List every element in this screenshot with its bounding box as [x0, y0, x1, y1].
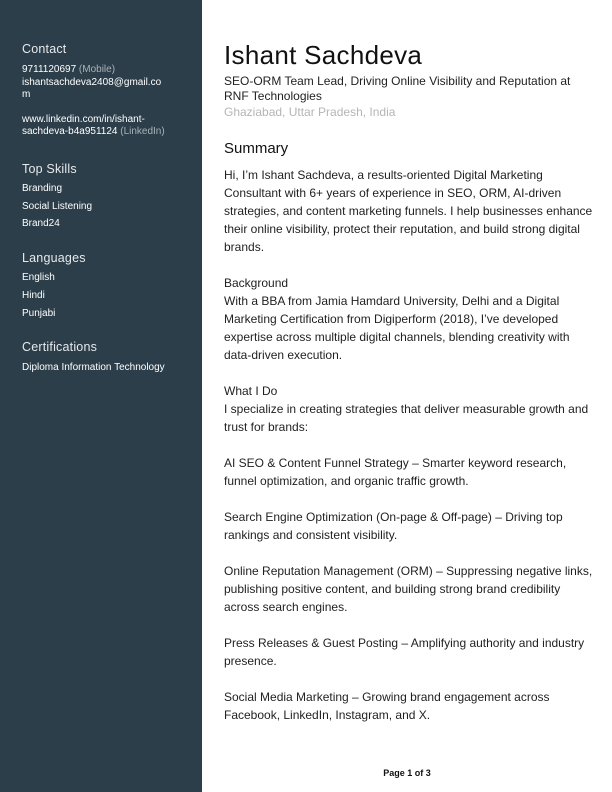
top-skills-heading: Top Skills: [22, 162, 77, 176]
languages-heading: Languages: [22, 251, 86, 265]
profile-headline: SEO-ORM Team Lead, Driving Online Visibility and Reputation at RNF Technologies: [224, 74, 571, 103]
summary-body: [224, 166, 594, 742]
summary-paragraph: Social Media Marketing – Growing brand engagement across Facebook, LinkedIn, Instagram, and X.: [224, 690, 550, 722]
summary-paragraph: Hi, I’m Ishant Sachdeva, a results-oriented Digital Marketing Consultant with 6+ years of experience in SEO, ORM, AI-driven strategies, and content marketing funnels. I help businesses enhance their online visibility, protect their reputation, and build strong digital brands.: [224, 168, 593, 254]
language-item: Hindi: [22, 290, 45, 301]
linkedin-line-1[interactable]: www.linkedin.com/in/ishant-: [22, 114, 145, 125]
certification-item: Diploma Information Technology: [22, 362, 165, 373]
phone-number[interactable]: 9711120697: [22, 64, 77, 75]
skill-item: Branding: [22, 183, 63, 194]
linkedin-line-2[interactable]: [22, 126, 165, 138]
skill-item: Brand24: [22, 218, 60, 229]
profile-name: Ishant Sachdeva: [224, 40, 423, 70]
phone-label: (Mobile): [78, 64, 116, 75]
linkedin-handle[interactable]: sachdeva-b4a951124: [22, 126, 118, 137]
summary-paragraph: AI SEO & Content Funnel Strategy – Smarter keyword research, funnel optimization, and organic traffic growth.: [224, 456, 567, 488]
profile-location: Ghaziabad, Uttar Pradesh, India: [224, 105, 396, 119]
page-number: Page 1 of 3: [383, 768, 431, 778]
contact-heading: Contact: [22, 42, 67, 56]
skill-item: Social Listening: [22, 201, 93, 212]
summary-paragraph: Background With a BBA from Jamia Hamdard University, Delhi and a Digital Marketing Certification from Digiperform (2018), I’ve developed expertise across multiple digital channels, blending creativity with data-driven execution.: [224, 276, 570, 362]
language-item: English: [22, 272, 55, 283]
summary-paragraph: What I Do I specialize in creating strategies that deliver measurable growth and trust for brands:: [224, 384, 589, 434]
linkedin-label: (LinkedIn): [120, 126, 165, 137]
summary-paragraph: Press Releases & Guest Posting – Amplifying authority and industry presence.: [224, 636, 585, 668]
email-line-2[interactable]: m: [22, 89, 31, 100]
language-item: Punjabi: [22, 308, 56, 319]
certifications-heading: Certifications: [22, 340, 98, 354]
summary-heading: Summary: [224, 140, 289, 157]
summary-paragraph: Search Engine Optimization (On-page & Off-page) – Driving top rankings and consistent visibility.: [224, 510, 563, 542]
phone: [22, 64, 115, 76]
summary-paragraph: Online Reputation Management (ORM) – Suppressing negative links, publishing positive content, and building strong brand credibility across search engines.: [224, 564, 593, 614]
email-line-1[interactable]: ishantsachdeva2408@gmail.co: [22, 77, 162, 88]
sidebar: [0, 0, 202, 792]
